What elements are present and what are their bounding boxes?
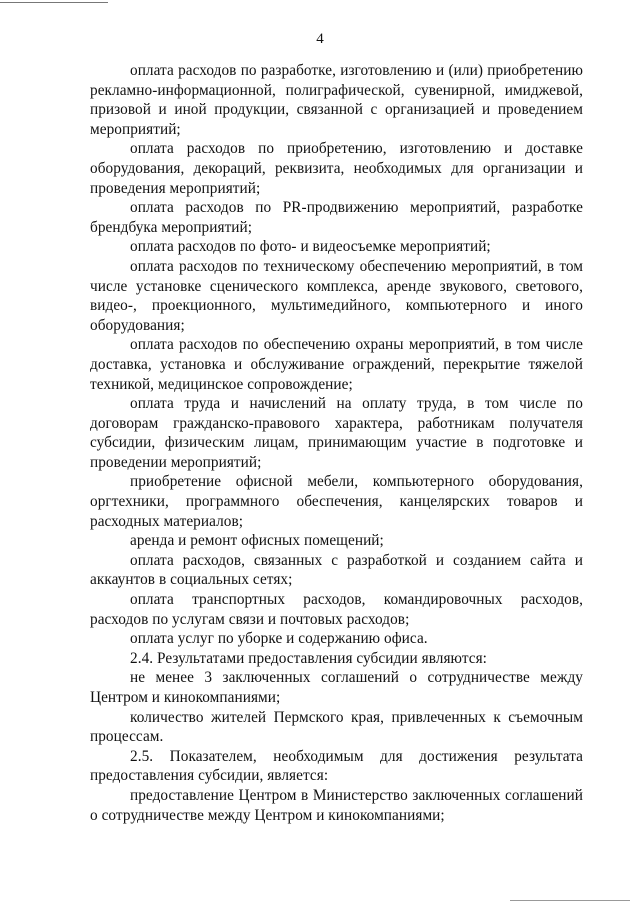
paragraph-14: не менее 3 заключенных соглашений о сотрудничестве между Центром и кинокомпаниями; [90,669,583,706]
document-body [90,61,583,825]
page-number: 4 [316,31,324,47]
top-divider-line [0,2,108,3]
section-heading-2-4: 2.4. Результатами предоставления субсидии являются: [130,649,487,667]
paragraph-10: оплата расходов, связанных с разработкой и созданием сайта и аккаунтов в социальных сетях; [90,551,583,589]
paragraph-2: оплата расходов по приобретению, изготовлению и доставке оборудования, декораций, реквизита, необходимых для организации и проведения мероприятий; [90,140,583,197]
bottom-divider-line [510,900,630,901]
paragraph-8: приобретение офисной мебели, компьютерного оборудования, оргтехники, программного обеспечения, канцелярских товаров и расходных материалов; [90,473,583,530]
paragraph-9: аренда и ремонт офисных помещений; [130,532,384,550]
paragraph-11: оплата транспортных расходов, командировочных расходов, расходов по услугам связи и почтовых расходов; [90,591,583,628]
paragraph-5: оплата расходов по техническому обеспечению мероприятий, в том числе установке сценического комплекса, аренде звукового, светового, видео-, проекционного, мультимедийного, компьютерного и иного оборудования; [90,257,583,334]
paragraph-3: оплата расходов по PR-продвижению мероприятий, разработке брендбука мероприятий; [90,199,583,236]
paragraph-1: оплата расходов по разработке, изготовлению и (или) приобретению рекламно-информационной, полиграфической, сувенирной, имиджевой, призовой и иной продукции, связанной с организацией и проведением мероприятий; [90,62,583,138]
paragraph-17: предоставление Центром в Министерство заключенных соглашений о сотрудничестве между Центром и кинокомпаниями; [90,786,583,824]
paragraph-12: оплата услуг по уборке и содержанию офиса. [130,630,428,648]
paragraph-4: оплата расходов по фото- и видеосъемке мероприятий; [130,238,491,256]
paragraph-6: оплата расходов по обеспечению охраны мероприятий, в том числе доставка, установка и обслуживание ограждений, перекрытие тяжелой техникой, медицинское сопровождение; [90,336,583,393]
paragraph-15: количество жителей Пермского края, привлеченных к съемочным процессам. [90,708,583,746]
section-heading-2-5: 2.5. Показателем, необходимым для достижения результата предоставления субсидии, является: [90,747,583,785]
paragraph-7: оплата труда и начислений на оплату труда, в том числе по договорам гражданско-правового характера, работникам получателя субсидии, физическим лицам, принимающим участие в подготовке и проведении мероприятий; [90,395,583,471]
